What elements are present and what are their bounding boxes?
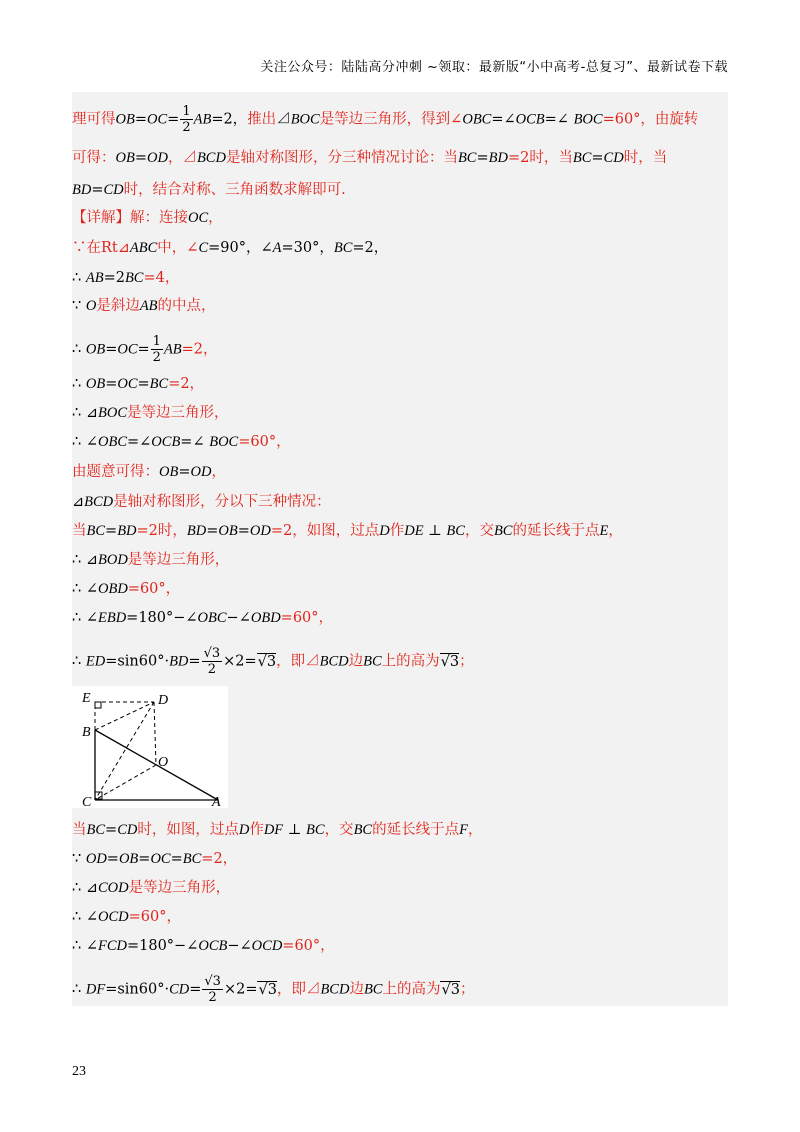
line-2: 可得：OB=OD，⊿BCD是轴对称图形，分三种情况讨论：当BC=BD=2时，当BC=CD时，当 [72, 150, 668, 166]
line-6: ∴ AB=2BC=4， [72, 270, 180, 286]
label-B: B [82, 725, 91, 740]
solution-content [72, 92, 728, 1006]
label-C: C [82, 795, 92, 808]
line-14: 当BC=BD=2时，BD=OB=OD=2，如图，过点D作DE ⊥ BC，交BC的延长线于点E， [72, 523, 623, 539]
line-18: ∴ ED=sin60°·BD= $\frac{√3}{2}$ ×2=√3，即⊿BCD边BC上的高为√3； [72, 646, 474, 677]
line-16: ∴ ∠OBD=60°， [72, 581, 181, 597]
line-12: 由题意可得：OB=OD， [72, 464, 226, 480]
line-8: ∴ OB=OC= $\frac{1}{2}$ AB=2， [72, 334, 218, 365]
line-20: ∵ OD=OB=OC=BC=2， [72, 851, 238, 867]
line-23: ∴ ∠FCD=180°−∠OCB−∠OCD=60°， [72, 938, 335, 954]
label-D: D [158, 693, 169, 708]
label-A: A [212, 795, 221, 808]
page-header: 关注公众号：陆陆高分冲刺 ~领取：最新版“小中高考-总复习”、最新试卷下载 [260, 60, 728, 75]
line-13: ⊿BCD是轴对称图形，分以下三种情况： [72, 494, 331, 510]
page-number: 23 [72, 1064, 86, 1079]
line-7: ∵ O是斜边AB的中点， [72, 298, 216, 314]
line-15: ∴ ⊿BOD是等边三角形， [72, 552, 230, 568]
line-10: ∴ ⊿BOC是等边三角形， [72, 405, 229, 421]
label-E: E [82, 691, 91, 706]
segment-OC [95, 765, 156, 800]
label-O: O [158, 755, 169, 770]
line-24: ∴ DF=sin60°·CD= $\frac{√3}{2}$ ×2=√3，即⊿BCD边BC上的高为√3； [72, 974, 475, 1005]
line-3: BD=CD时，结合对称、三角函数求解即可. [72, 182, 346, 198]
line-21: ∴ ⊿COD是等边三角形， [72, 880, 231, 896]
fraction: $\frac{√3}{2}$ [204, 974, 221, 1005]
fraction: $\frac{1}{2}$ [182, 104, 191, 135]
fraction: $\frac{√3}{2}$ [203, 646, 221, 677]
line-22: ∴ ∠OCD=60°， [72, 909, 181, 925]
segment-DO [154, 702, 156, 765]
line-19: 当BC=CD时，如图，过点D作DF ⊥ BC，交BC的延长线于点F， [72, 822, 483, 838]
segment-DC [95, 702, 154, 800]
line-9: ∴ OB=OC=BC=2， [72, 376, 205, 392]
geometry-figure [72, 686, 228, 808]
line-11: ∴ ∠OBC=∠OCB=∠ BOC=60°， [72, 434, 291, 450]
line-5: ∵在Rt⊿ABC中，∠C=90°，∠A=30°，BC=2， [72, 240, 389, 256]
line-1: 理可得OB=OC= $\frac{1}{2}$ AB=2，推出⊿BOC是等边三角形，得到∠OBC=∠OCB=∠ BOC=60°，由旋转 [72, 104, 699, 135]
fraction: $\frac{1}{2}$ [152, 334, 161, 365]
right-angle-E [95, 702, 101, 708]
line-4: 【详解】解：连接OC， [72, 210, 223, 226]
geometry-diagram [72, 686, 228, 808]
line-17: ∴ ∠EBD=180°−∠OBC−∠OBD=60°， [72, 610, 334, 626]
